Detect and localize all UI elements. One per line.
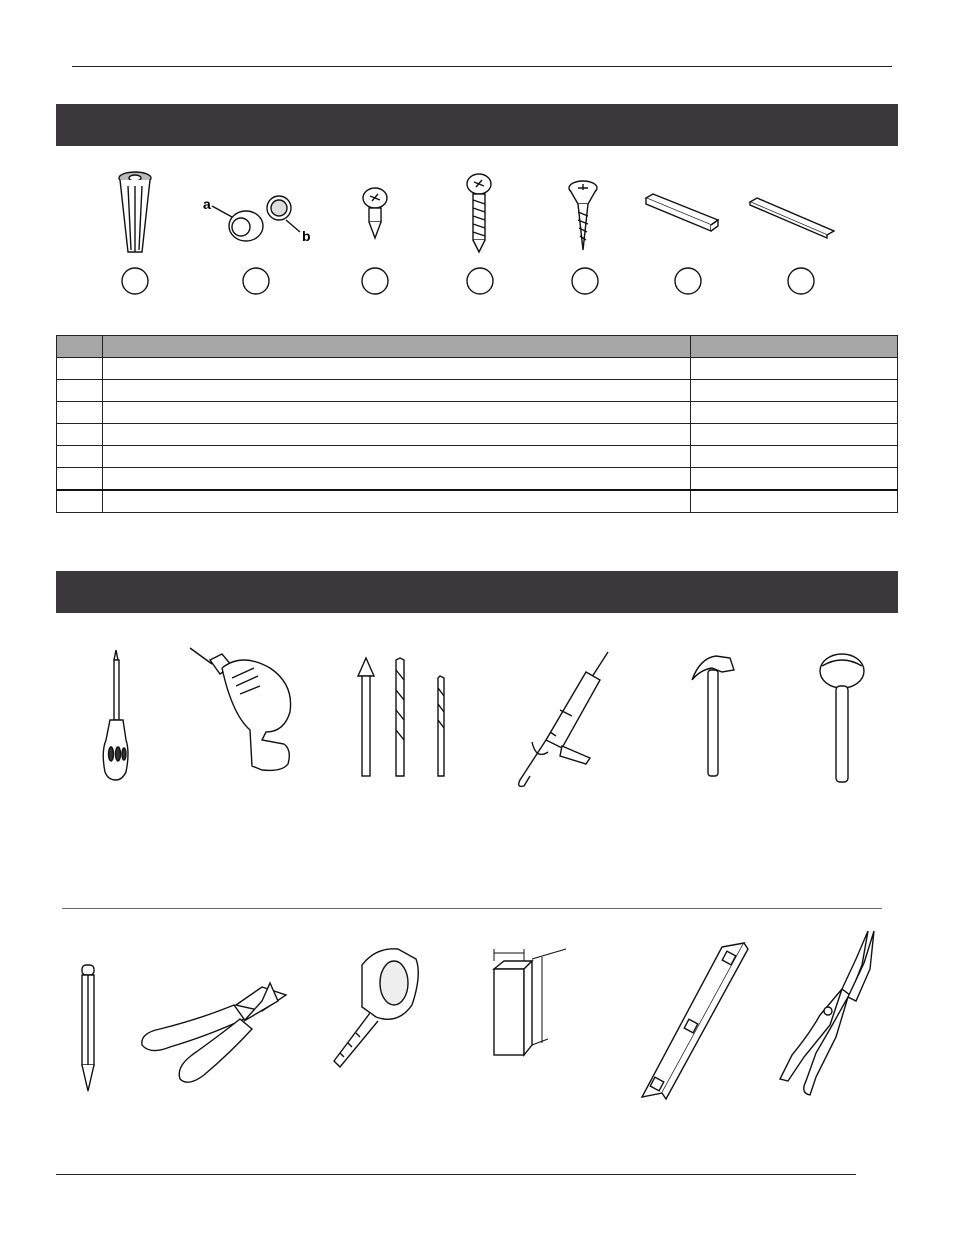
cell (103, 358, 691, 380)
cell (57, 402, 103, 424)
cell (103, 490, 691, 513)
hardware-section-header (56, 104, 898, 146)
cell (691, 358, 898, 380)
table-row (57, 424, 898, 446)
drill-bits-icon (358, 658, 444, 776)
middle-rule (62, 908, 882, 909)
header-no (57, 336, 103, 358)
wood-block-icon (494, 949, 566, 1055)
part-number-circles (122, 268, 814, 294)
shim-thick-icon (646, 194, 718, 231)
cell (57, 380, 103, 402)
cell (57, 490, 103, 513)
cell (103, 468, 691, 491)
bottom-rule (56, 1174, 856, 1175)
tools-section-header (56, 571, 898, 613)
tools-optional-illustrations (0, 925, 954, 1115)
table-row (57, 468, 898, 491)
header-description (103, 336, 691, 358)
long-screw-icon (467, 174, 491, 252)
shim-thin-icon (750, 198, 834, 238)
cell (103, 380, 691, 402)
hammer-icon (692, 656, 734, 776)
cell (57, 358, 103, 380)
cell (103, 446, 691, 468)
short-screw-icon (363, 188, 387, 238)
cell (103, 402, 691, 424)
tape-measure-icon (334, 949, 418, 1067)
cell (691, 402, 898, 424)
top-rule (72, 66, 892, 67)
level-icon (642, 943, 748, 1099)
cell (691, 490, 898, 513)
cell (103, 424, 691, 446)
table-row (57, 358, 898, 380)
parts-table (56, 335, 898, 513)
cell (691, 468, 898, 491)
countersunk-screw-icon (569, 181, 597, 250)
cell (57, 468, 103, 491)
screwdriver-icon (103, 650, 128, 780)
pencil-icon (82, 965, 94, 1091)
table-row (57, 380, 898, 402)
cell (691, 380, 898, 402)
table-row (57, 446, 898, 468)
label-a: a (203, 196, 211, 212)
caulk-gun-icon (519, 652, 608, 786)
header-quantity (691, 336, 898, 358)
cell (57, 424, 103, 446)
locking-pliers-icon (780, 931, 874, 1095)
table-row (57, 490, 898, 513)
label-b: b (302, 228, 311, 244)
table-header-row (57, 336, 898, 358)
cell (691, 424, 898, 446)
pliers-icon (142, 983, 286, 1082)
screw-cap-icon (212, 196, 300, 241)
wall-anchor-icon (119, 172, 151, 252)
cell (691, 446, 898, 468)
cell (57, 446, 103, 468)
table-row (57, 402, 898, 424)
drill-icon (190, 648, 291, 770)
hardware-illustrations (0, 160, 954, 320)
tools-required-illustrations (0, 640, 954, 800)
mallet-icon (820, 654, 864, 782)
